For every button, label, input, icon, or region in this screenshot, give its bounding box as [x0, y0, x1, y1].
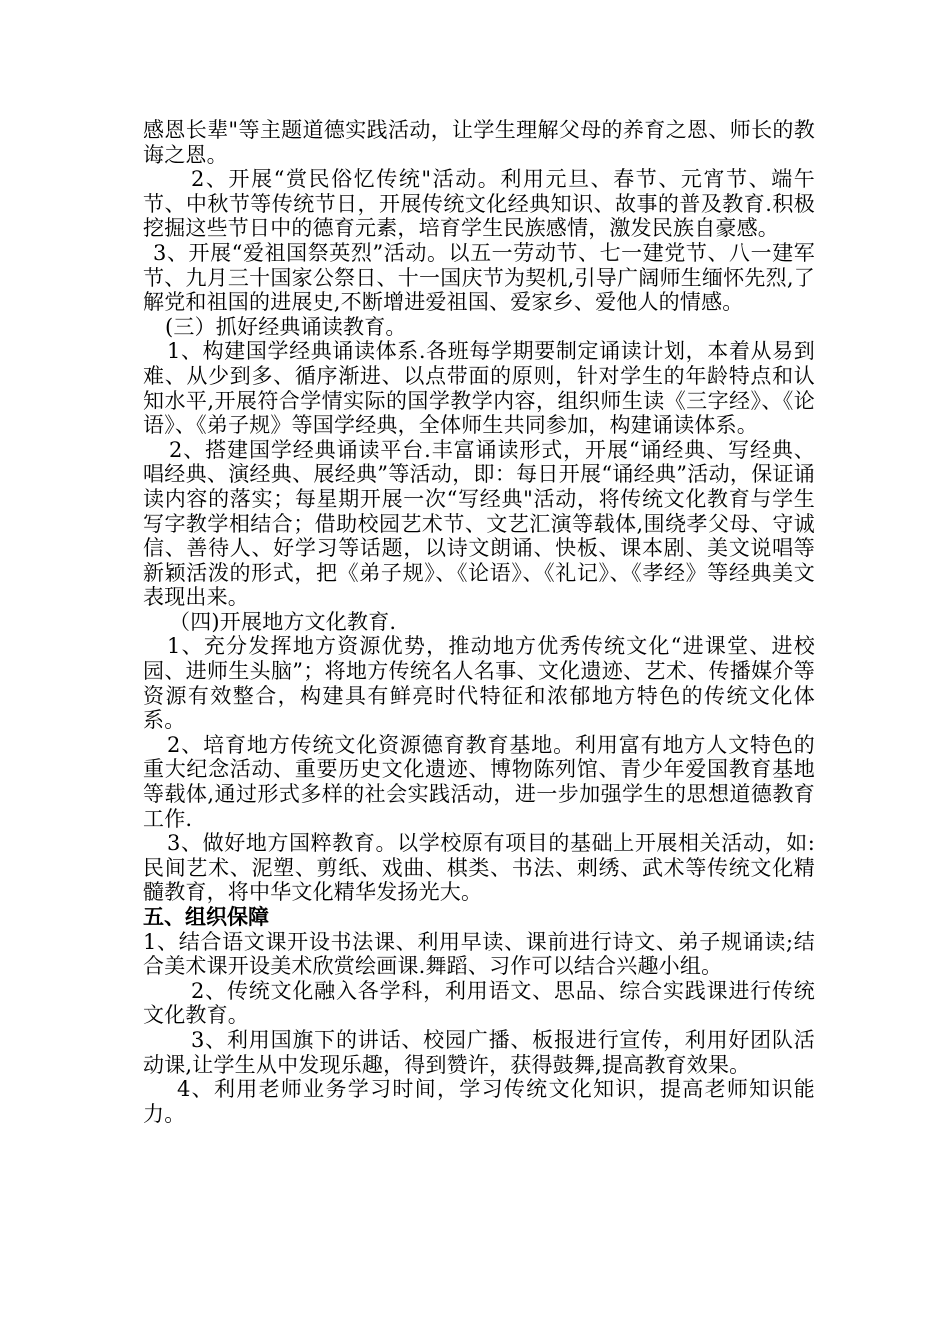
subsection-heading: （四)开展地方文化教育. — [169, 609, 397, 634]
document-page — [143, 118, 815, 1126]
paragraph: 4、利用老师业务学习时间，学习传统文化知识，提高老师知识能力。 — [143, 1077, 815, 1126]
paragraph: 2、培育地方传统文化资源德育教育基地。利用富有地方人文特色的重大纪念活动、重要历史文化遗迹、博物陈列馆、青少年爱国教育基地等载体,通过形式多样的社会实践活动，进一步加强学生的思想道德教育工作. — [143, 732, 815, 831]
paragraph: 3、利用国旗下的讲话、校园广播、板报进行宣传，利用好团队活动课,让学生从中发现乐趣，得到赞许，获得鼓舞,提高教育效果。 — [143, 1027, 815, 1077]
paragraph: 1、构建国学经典诵读体系.各班每学期要制定诵读计划，本着从易到难、从少到多、循序渐进、以点带面的原则，针对学生的年龄特点和认知水平,开展符合学情实际的国学教学内容，组织师生读《三字经》、《论语》、《弟子规》等国学经典，全体师生共同参加，构建诵读体系。 — [143, 339, 815, 438]
section-heading: 五、组织保障 — [143, 904, 269, 929]
paragraph: 2、开展“赏民俗忆传统"活动。利用元旦、春节、元宵节、端午节、中秋节等传统节日，开展传统文化经典知识、故事的普及教育.积极挖掘这些节日中的德育元素，培育学生民族感情，激发民族自豪感。 — [143, 167, 815, 241]
paragraph: 1、充分发挥地方资源优势，推动地方优秀传统文化“进课堂、进校园、进师生头脑”；将地方传统名人名事、文化遗迹、艺术、传播媒介等资源有效整合，构建具有鲜亮时代特征和浓郁地方特色的传统文化体系。 — [143, 634, 815, 733]
paragraph: 2、搭建国学经典诵读平台.丰富诵读形式，开展“诵经典、写经典、唱经典、演经典、展经典”等活动，即：每日开展“诵经典”活动，保证诵读内容的落实；每星期开展一次“写经典"活动，将传统文化教育与学生写字教学相结合；借助校园艺术节、文艺汇演等载体,围绕孝父母、守诚信、善待人、好学习等话题，以诗文朗诵、快板、课本剧、美文说唱等新颖活泼的形式，把《弟子规》、《论语》、《礼记》、《孝经》等经典美文表现出来。 — [143, 437, 815, 610]
paragraph: 1、结合语文课开设书法课、利用早读、课前进行诗文、弟子规诵读;结合美术课开设美术欣赏绘画课.舞蹈、习作可以结合兴趣小组。 — [143, 929, 815, 979]
subsection-heading: (三）抓好经典诵读教育。 — [165, 314, 407, 339]
paragraph: 3、做好地方国粹教育。以学校原有项目的基础上开展相关活动，如:民间艺术、泥塑、剪纸、戏曲、棋类、书法、刺绣、武术等传统文化精髓教育，将中华文化精华发扬光大。 — [143, 831, 815, 905]
paragraph: 2、传统文化融入各学科，利用语文、思品、综合实践课进行传统文化教育。 — [143, 978, 815, 1028]
paragraph: 3、开展“爱祖国祭英烈”活动。以五一劳动节、七一建党节、八一建军节、九月三十国家公祭日、十一国庆节为契机,引导广阔师生缅怀先烈,了解党和祖国的进展史,不断增进爱祖国、爱家乡、爱他人的情感。 — [143, 240, 815, 315]
paragraph: 感恩长辈"等主题道德实践活动，让学生理解父母的养育之恩、师长的教诲之恩。 — [143, 118, 815, 167]
